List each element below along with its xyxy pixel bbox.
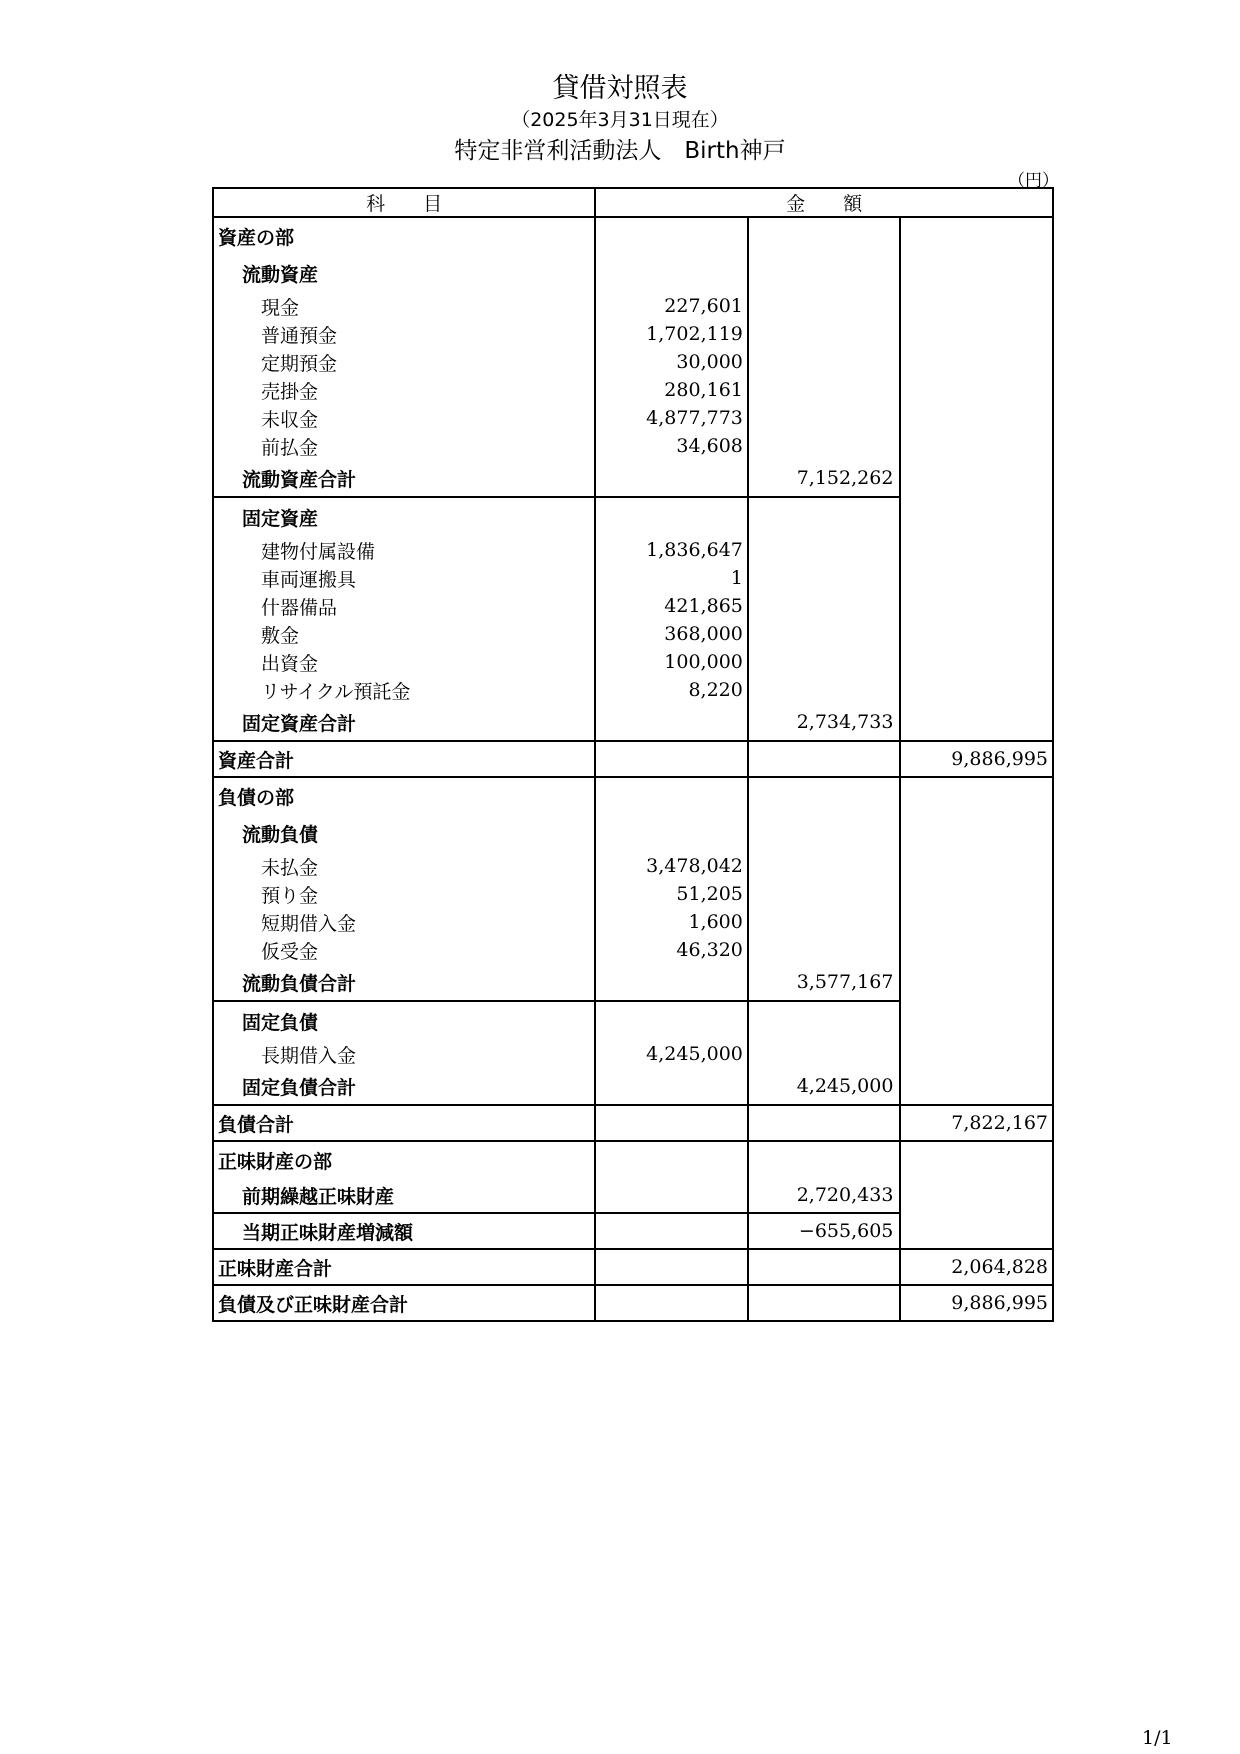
prior-label: 前期繰越正味財産 <box>213 1178 595 1213</box>
item-value: 4,877,773 <box>595 404 748 432</box>
group-row-current-assets <box>213 254 1053 292</box>
item-label: 普通預金 <box>213 320 595 348</box>
prior-value: 2,720,433 <box>748 1178 901 1213</box>
item-label: 未収金 <box>213 404 595 432</box>
item-value: 1,836,647 <box>595 536 748 564</box>
table-row <box>213 348 1053 376</box>
subtotal-value: 3,577,167 <box>748 964 901 1001</box>
table-row <box>213 564 1053 592</box>
item-value: 8,220 <box>595 676 748 704</box>
table-row <box>213 1040 1053 1068</box>
item-label: 敷金 <box>213 620 595 648</box>
table-row <box>213 620 1053 648</box>
item-label: 未払金 <box>213 852 595 880</box>
table-row <box>213 376 1053 404</box>
item-label: 前払金 <box>213 432 595 460</box>
group-row-current-liabilities <box>213 814 1053 852</box>
item-label: 現金 <box>213 292 595 320</box>
table-row <box>213 852 1053 880</box>
subtotal-label: 固定負債合計 <box>213 1068 595 1105</box>
item-label: 仮受金 <box>213 936 595 964</box>
item-label: 出資金 <box>213 648 595 676</box>
item-value: 368,000 <box>595 620 748 648</box>
total-label: 負債合計 <box>213 1105 595 1141</box>
item-label: 短期借入金 <box>213 908 595 936</box>
item-value: 3,478,042 <box>595 852 748 880</box>
item-label: 建物付属設備 <box>213 536 595 564</box>
section-row-net-assets <box>213 1141 1053 1178</box>
amount-column-header: 金 額 <box>595 188 1053 217</box>
table-row <box>213 676 1053 704</box>
report-date: （2025年3月31日現在） <box>511 109 729 131</box>
table-row <box>213 592 1053 620</box>
item-value: 280,161 <box>595 376 748 404</box>
item-label: 什器備品 <box>213 592 595 620</box>
group-label: 固定負債 <box>213 1001 595 1040</box>
subtotal-row-current-assets <box>213 460 1053 497</box>
item-label: 預り金 <box>213 880 595 908</box>
change-value: −655,605 <box>748 1213 901 1249</box>
table-header-row <box>213 188 1053 217</box>
table-row <box>213 404 1053 432</box>
item-label: 定期預金 <box>213 348 595 376</box>
row-net-assets-change <box>213 1213 1053 1249</box>
item-value: 1 <box>595 564 748 592</box>
table-row <box>213 908 1053 936</box>
change-label: 当期正味財産増減額 <box>213 1213 595 1249</box>
group-label: 流動負債 <box>213 814 595 852</box>
table-row <box>213 432 1053 460</box>
total-row-net-assets <box>213 1249 1053 1285</box>
table-row <box>213 880 1053 908</box>
table-row <box>213 536 1053 564</box>
grand-total-label: 負債及び正味財産合計 <box>213 1285 595 1321</box>
balance-sheet-table <box>212 187 1054 1322</box>
group-row-fixed-assets <box>213 497 1053 536</box>
item-value: 34,608 <box>595 432 748 460</box>
item-value: 1,702,119 <box>595 320 748 348</box>
currency-unit: （円） <box>1008 171 1059 191</box>
item-label: リサイクル預託金 <box>213 676 595 704</box>
subtotal-value: 2,734,733 <box>748 704 901 741</box>
subtotal-row-current-liabilities <box>213 964 1053 1001</box>
total-value: 9,886,995 <box>900 741 1053 777</box>
item-value: 51,205 <box>595 880 748 908</box>
group-label: 固定資産 <box>213 497 595 536</box>
row-prior-net-assets <box>213 1178 1053 1213</box>
item-value: 100,000 <box>595 648 748 676</box>
subtotal-value: 4,245,000 <box>748 1068 901 1105</box>
table-row <box>213 648 1053 676</box>
organization-name: 特定非営利活動法人 Birth神戸 <box>454 138 786 164</box>
item-value: 30,000 <box>595 348 748 376</box>
grand-total-value: 9,886,995 <box>900 1285 1053 1321</box>
subtotal-value: 7,152,262 <box>748 460 901 497</box>
table-row <box>213 936 1053 964</box>
document-title: 貸借対照表 <box>552 73 688 104</box>
group-label: 流動資産 <box>213 254 595 292</box>
item-value: 1,600 <box>595 908 748 936</box>
total-value: 7,822,167 <box>900 1105 1053 1141</box>
section-label: 正味財産の部 <box>213 1141 595 1178</box>
total-label: 正味財産合計 <box>213 1249 595 1285</box>
page-number: 1/1 <box>1142 1727 1173 1749</box>
grand-total-row <box>213 1285 1053 1321</box>
section-row-liabilities <box>213 777 1053 814</box>
group-row-fixed-liabilities <box>213 1001 1053 1040</box>
item-label: 長期借入金 <box>213 1040 595 1068</box>
table-row <box>213 320 1053 348</box>
total-value: 2,064,828 <box>900 1249 1053 1285</box>
item-value: 227,601 <box>595 292 748 320</box>
item-value: 46,320 <box>595 936 748 964</box>
item-label: 車両運搬具 <box>213 564 595 592</box>
subtotal-row-fixed-assets <box>213 704 1053 741</box>
subtotal-row-fixed-liabilities <box>213 1068 1053 1105</box>
item-value: 421,865 <box>595 592 748 620</box>
table-row <box>213 292 1053 320</box>
section-label: 資産の部 <box>213 217 595 254</box>
section-label: 負債の部 <box>213 777 595 814</box>
subject-column-header: 科 目 <box>213 188 595 217</box>
subtotal-label: 流動負債合計 <box>213 964 595 1001</box>
total-row-assets <box>213 741 1053 777</box>
item-value: 4,245,000 <box>595 1040 748 1068</box>
subtotal-label: 流動資産合計 <box>213 460 595 497</box>
section-row-assets <box>213 217 1053 254</box>
item-label: 売掛金 <box>213 376 595 404</box>
total-row-liabilities <box>213 1105 1053 1141</box>
total-label: 資産合計 <box>213 741 595 777</box>
subtotal-label: 固定資産合計 <box>213 704 595 741</box>
